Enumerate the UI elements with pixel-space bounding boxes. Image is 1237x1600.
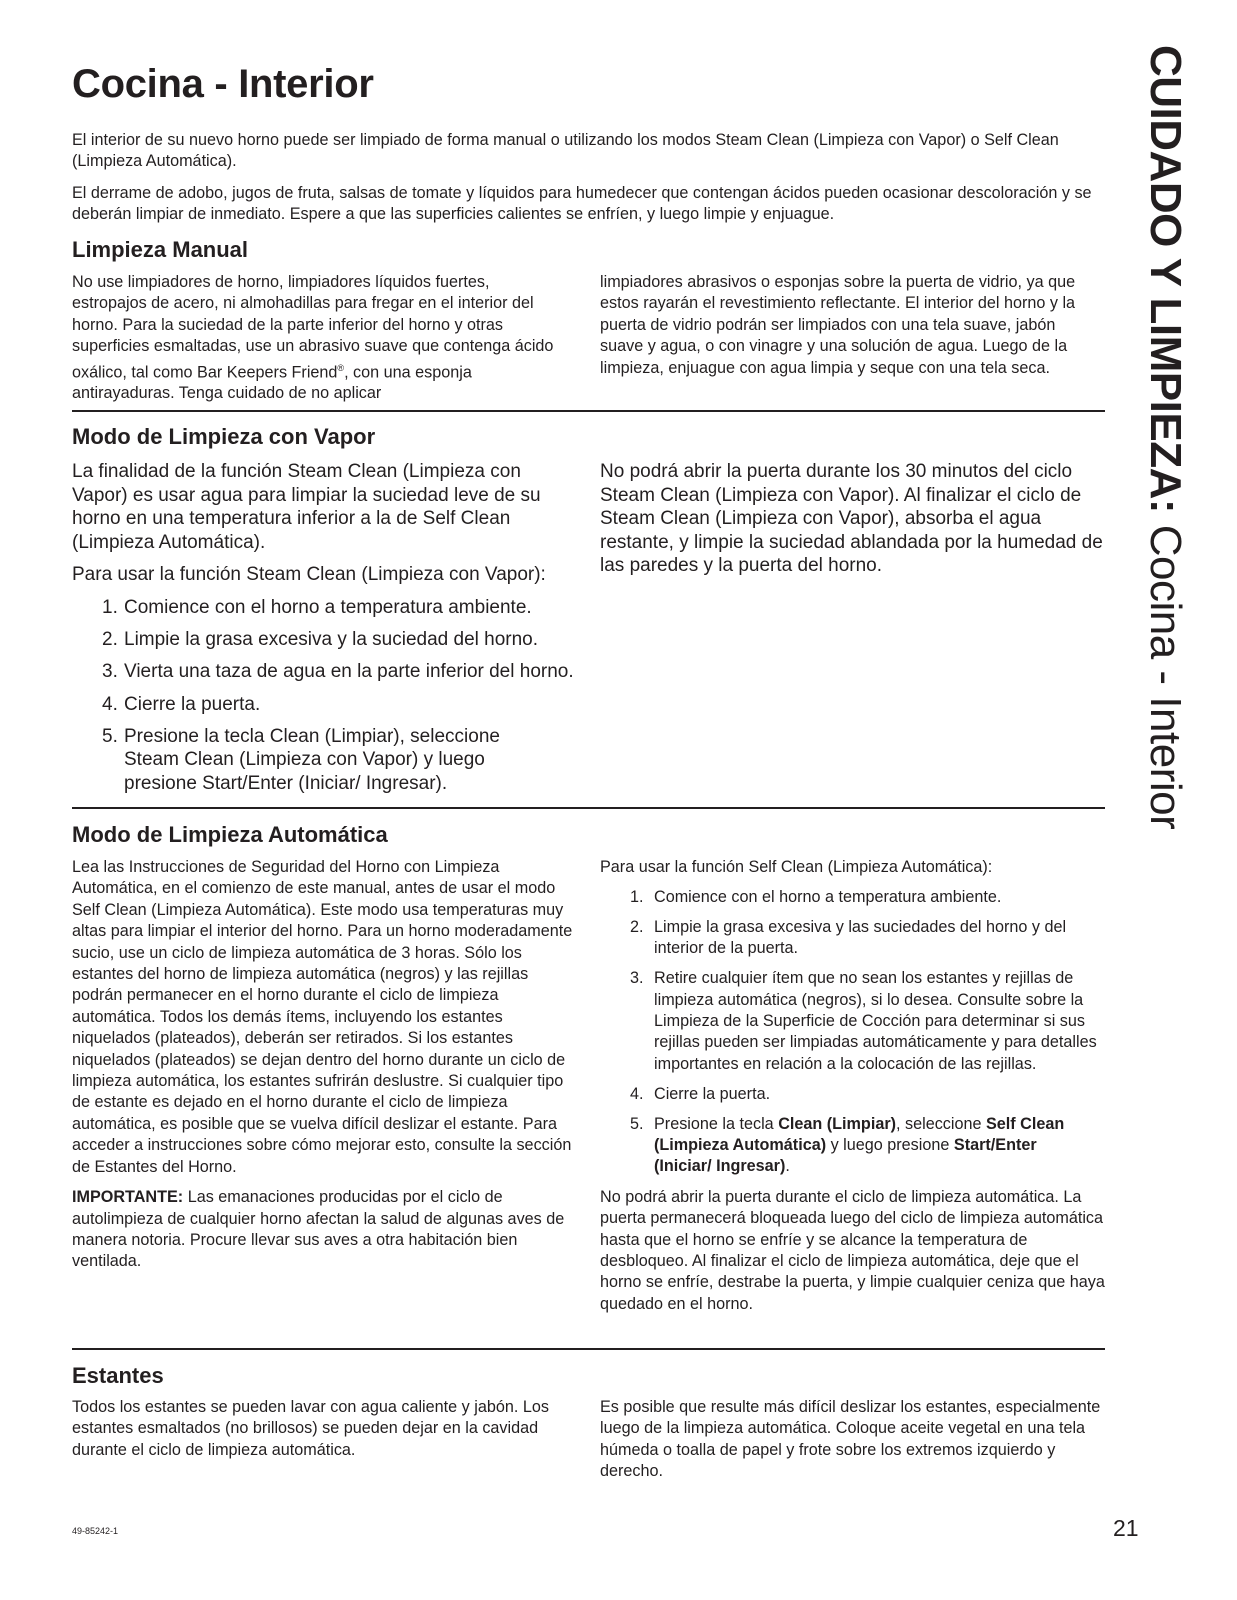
step-number: 3. (102, 661, 118, 683)
step-item (600, 1114, 1074, 1178)
step-text: Limpie la grasa excesiva y las suciedades del horno y del interior de la puerta. (654, 917, 1067, 958)
auto-left (72, 857, 577, 1273)
important-label: IMPORTANTE: (72, 1188, 184, 1207)
step-number: 3. (630, 969, 644, 988)
step-number: 4. (102, 693, 118, 715)
step-text-bold: Clean (Limpiar) (778, 1114, 897, 1133)
step-item (600, 1084, 1108, 1105)
step-text: Presione la tecla Clean (Limpiar), seleccione Steam Clean (Limpieza con Vapor) y luego presione Start/Enter (Iniciar/ Ingresar). (124, 725, 500, 794)
page-number: 21 (1113, 1515, 1139, 1541)
section-divider (72, 1348, 1105, 1350)
step-item (72, 725, 524, 796)
intro (72, 130, 1102, 226)
step-item (72, 628, 577, 652)
intro-paragraph: El interior de su nuevo horno puede ser limpiado de forma manual o utilizando los modos Steam Clean (Limpieza con Vapor) o Self Clean (Limpieza Automática). (72, 131, 1059, 171)
section-divider (72, 807, 1105, 809)
racks-left-text: Todos los estantes se pueden lavar con agua caliente y jabón. Los estantes esmaltados (no brillosos) se pueden dejar en la cavidad durante el ciclo de limpieza automática. (72, 1398, 549, 1459)
step-text: , seleccione (896, 1114, 986, 1133)
step-text: Cierre la puerta. (124, 693, 261, 715)
racks-right-text: Es posible que resulte más difícil deslizar los estantes, especialmente luego de la limpieza automática. Coloque aceite vegetal en una tela húmeda o toalla de papel y frote sobre los extremos izquierdo y derecho. (600, 1398, 1101, 1481)
intro-paragraph: El derrame de adobo, jugos de fruta, salsas de tomate y líquidos para humedecer que contengan ácidos pueden ocasionar descoloración y se deberán limpiar de inmediato. Espere a que las superficies calientes se enfríen, y luego limpie y enjuague. (72, 183, 1092, 224)
steam-intro: La finalidad de la función Steam Clean (Limpieza con Vapor) es usar agua para limpiar la suciedad leve de su horno en una temperatura inferior a la de Self Clean (Limpieza Automática). (72, 461, 541, 553)
manual-right-text: limpiadores abrasivos o esponjas sobre la puerta de vidrio, ya que estos rayarán el revestimiento reflectante. El interior del horno y la puerta de vidrio podrán ser limpiados con una tela suave, jabón suave y agua, o con vinagre y una solución de agua. Luego de la limpieza, enjuague con agua limpia y seque con una tela seca. (600, 273, 1076, 377)
manual-left-b: , con una esponja antirayaduras. Tenga cuidado de no aplicar (72, 363, 472, 403)
registered-mark: ® (337, 362, 345, 373)
side-section-tab (1140, 45, 1190, 829)
step-item (72, 596, 577, 620)
auto-lead: Para usar la función Self Clean (Limpieza Automática): (600, 858, 993, 876)
steam-steps (72, 596, 577, 796)
step-text: Limpie la grasa excesiva y la suciedad del horno. (124, 628, 539, 650)
step-item (600, 917, 1108, 960)
section-heading-auto: Modo de Limpieza Automática (72, 822, 388, 847)
page-title: Cocina - Interior (72, 62, 374, 106)
steam-right-text: No podrá abrir la puerta durante los 30 minutos del ciclo Steam Clean (Limpieza con Vapor). Al finalizar el ciclo de Steam Clean (Limpieza con Vapor), absorba el agua restante, y limpie la suciedad ablandada por la humedad de las paredes y la puerta del horno. (600, 461, 1103, 577)
steam-lead: Para usar la función Steam Clean (Limpieza con Vapor): (72, 564, 546, 586)
step-number: 1. (630, 887, 644, 906)
section-heading-steam: Modo de Limpieza con Vapor (72, 424, 376, 449)
manual-left-text (72, 272, 562, 405)
step-item (600, 887, 1108, 908)
step-text: . (785, 1157, 790, 1176)
auto-right (600, 857, 1108, 1315)
step-text: y luego presione (826, 1135, 954, 1154)
side-tab-bold: CUIDADO Y LIMPIEZA: (1141, 45, 1190, 514)
step-text: Comience con el horno a temperatura ambiente. (654, 887, 1002, 906)
document-code: 49-85242-1 (72, 1526, 119, 1536)
section-divider (72, 410, 1105, 412)
step-item (72, 693, 577, 717)
manual-left-a: No use limpiadores de horno, limpiadores líquidos fuertes, estropajos de acero, ni almohadillas para fregar en el interior del horno. Para la suciedad de la parte inferior del horno y otras superficies esmaltadas, use un abrasivo suave que contenga ácido oxálico, tal como Bar Keepers Friend (72, 273, 554, 382)
step-text-bold: Self Clean (Limpieza Automática) (654, 1114, 1065, 1154)
step-item (600, 968, 1108, 1075)
important-text: Las emanaciones producidas por el ciclo de autolimpieza de cualquier horno afectan la salud de algunas aves de manera notoria. Procure llevar sus aves a otra habitación bien ventilada. (72, 1188, 565, 1271)
step-text: Vierta una taza de agua en la parte inferior del horno. (124, 661, 574, 683)
step-text: Cierre la puerta. (654, 1084, 771, 1103)
auto-steps (600, 887, 1108, 1178)
step-text: Presione la tecla (654, 1114, 779, 1133)
step-number: 5. (102, 725, 118, 747)
auto-right-end: No podrá abrir la puerta durante el ciclo de limpieza automática. La puerta permanecerá bloqueada luego del ciclo de limpieza automática hasta que el horno se enfríe y se alcance la temperatura de desbloqueo. Al finalizar el ciclo de limpieza automática, deje que el horno se enfríe, destrabe la puerta, y limpie cualquier ceniza que haya quedado en el horno. (600, 1187, 1105, 1313)
step-item (72, 660, 577, 684)
auto-left-text: Lea las Instrucciones de Seguridad del Horno con Limpieza Automática, en el comienzo de este manual, antes de usar el modo Self Clean (Limpieza Automática). Este modo usa temperaturas muy altas para limpiar el interior del horno. Para un horno moderadamente sucio, use un ciclo de limpieza automática de 3 horas. Sólo los estantes del horno de limpieza automática (negros) y las rejillas podrán permanecer en el horno durante el ciclo de limpieza automática. Todos los demás ítems, incluyendo los estantes niquelados (plateados), deberán ser retirados. Si los estantes niquelados (plateados) se dejan dentro del horno durante un ciclo de limpieza automática, los estantes sufrirán deslustre. Si cualquier tipo de estante es dejado en el horno durante el ciclo de limpieza automática, es posible que se vuelva difícil deslizar el estante. Para acceder a instrucciones sobre cómo mejorar esto, consulte la sección de Estantes del Horno. (72, 858, 573, 1176)
section-heading-manual: Limpieza Manual (72, 237, 249, 262)
step-text: Retire cualquier ítem que no sean los estantes y rejillas de limpieza automática (negros), si lo desea. Consulte sobre la Limpieza de la Superficie de Cocción para determinar si sus rejillas pueden ser limpiadas automáticamente y para detalles importantes en relación a la colocación de las rejillas. (654, 969, 1097, 1073)
step-number: 2. (102, 628, 118, 650)
step-number: 1. (102, 596, 118, 618)
step-number: 5. (630, 1114, 644, 1133)
step-text: Comience con el horno a temperatura ambiente. (124, 596, 532, 618)
step-number: 2. (630, 917, 644, 936)
section-heading-racks: Estantes (72, 1363, 164, 1388)
steam-left (72, 460, 577, 796)
side-tab-light: Cocina - Interior (1141, 513, 1190, 830)
important-note (72, 1187, 577, 1273)
step-text-bold: Start/Enter (Iniciar/ Ingresar) (654, 1135, 1037, 1176)
step-number: 4. (630, 1084, 644, 1103)
